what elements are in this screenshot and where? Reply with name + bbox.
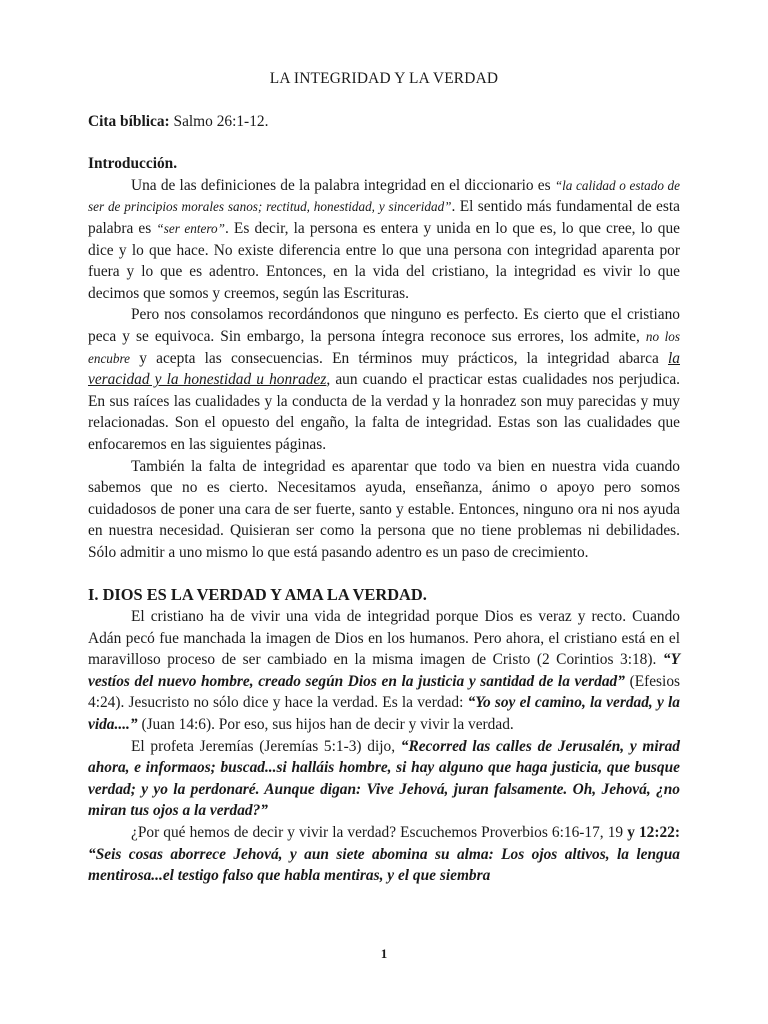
text-run: , aun cuando el practicar estas cualidades nos perjudica. En sus raíces las cualidades y la conducta de la verdad y la honradez son muy parecidas y muy relacionadas. Son el opuesto del engaño, la falta de integridad. Estas son las cualidades que enfocaremos en las siguientes páginas.	[88, 371, 681, 453]
text-run: (Juan 14:6). Por eso, sus hijos han de decir y vivir la verdad.	[137, 716, 514, 734]
text-run: Una de las definiciones de la palabra integridad en el diccionario es	[131, 176, 555, 194]
text-run: (Efesios 4:24). Jesucristo no sólo dice y hace la verdad. Es la verdad:	[88, 672, 680, 712]
bible-citation	[88, 111, 680, 133]
text-run: . El sentido más fundamental de esta palabra es	[88, 198, 680, 237]
section-paragraph-2	[88, 736, 680, 822]
dictionary-quote: “la calidad o estado de ser de principios morales sanos; rectitud, honestidad, y sinceridad”	[88, 177, 681, 215]
scripture-quote: “Seis cosas aborrece Jehová, y aun siete abomina su alma: Los ojos altivos, la lengua mentirosa...el testigo falso que habla mentiras, y el que siembra	[88, 845, 680, 885]
ser-entero-quote: “ser entero”	[156, 220, 225, 236]
section-paragraph-3	[88, 822, 680, 887]
text-run: Pero nos consolamos recordándonos que ninguno es perfecto. Es cierto que el cristiano peca y se equivoca. Sin embargo, la persona íntegra reconoce sus errores, los admite,	[88, 306, 680, 345]
scripture-quote: “Recorred las calles de Jerusalén, y mirad ahora, e informaos; buscad...si halláis hombre, si hay alguno que haga justicia, que busque verdad; y yo la perdonaré. Aunque digan: Vive Jehová, juran falsamente. Oh, Jehová, ¿no miran tus ojos a la verdad?”	[88, 737, 680, 820]
citation-reference: Salmo 26:1-12.	[169, 112, 269, 130]
section-heading-1: I. DIOS ES LA VERDAD Y AMA LA VERDAD.	[88, 585, 427, 605]
bold-reference: y 12:22:	[627, 824, 681, 841]
intro-paragraph-3: También la falta de integridad es aparentar que todo va bien en nuestra vida cuando sabemos que no es cierto. Necesitamos ayuda, enseñanza, ánimo o apoyo pero somos cuidadosos de poner una cara de ser fuerte, santo y estable. Entonces, ninguno ora ni nos ayuda en nuestra necesidad. Quisieran ser como la persona que no tiene problemas ni debilidades. Sólo admitir a uno mismo lo que está pasando adentro es un paso de crecimiento.	[88, 457, 680, 561]
introduction-heading: Introducción.	[88, 155, 178, 173]
underlined-phrase: la veracidad y la honestidad u honradez	[88, 349, 680, 389]
text-run: . Es decir, la persona es entera y unida en lo que es, lo que cree, lo que dice y lo que hace. No existe diferencia entre lo que una persona con integridad aparenta por fuera y lo que es adentro. Entonces, en la vida del cristiano, la integridad es vivir lo que decimos que somos y creemos, según las Escrituras.	[88, 219, 680, 302]
page-number: 1	[380, 946, 388, 961]
document-title: LA INTEGRIDAD Y LA VERDAD	[269, 70, 499, 87]
intro-paragraph-2	[88, 304, 680, 455]
text-run: El profeta Jeremías (Jeremías 5:1-3) dijo,	[131, 737, 401, 755]
text-run: y acepta las consecuencias. En términos muy prácticos, la integridad abarca	[129, 349, 669, 367]
text-run: ¿Por qué hemos de decir y vivir la verdad? Escuchemos Proverbios 6:16-17, 19	[131, 824, 628, 841]
italic-phrase: no los encubre	[88, 328, 680, 366]
intro-paragraph-1	[88, 175, 680, 305]
section-paragraph-1	[88, 606, 680, 736]
citation-label: Cita bíblica:	[88, 112, 170, 130]
scripture-quote: “Y vestíos del nuevo hombre, creado según Dios en la justicia y santidad de la verdad”	[88, 651, 680, 690]
scripture-quote: “Yo soy el camino, la verdad, y la vida....”	[88, 694, 680, 734]
text-run: El cristiano ha de vivir una vida de integridad porque Dios es veraz y recto. Cuando Adán pecó fue manchada la imagen de Dios en los humanos. Pero ahora, el cristiano está en el maravilloso proceso de ser cambiado en la misma imagen de Cristo (2 Corintios 3:18).	[88, 608, 680, 669]
